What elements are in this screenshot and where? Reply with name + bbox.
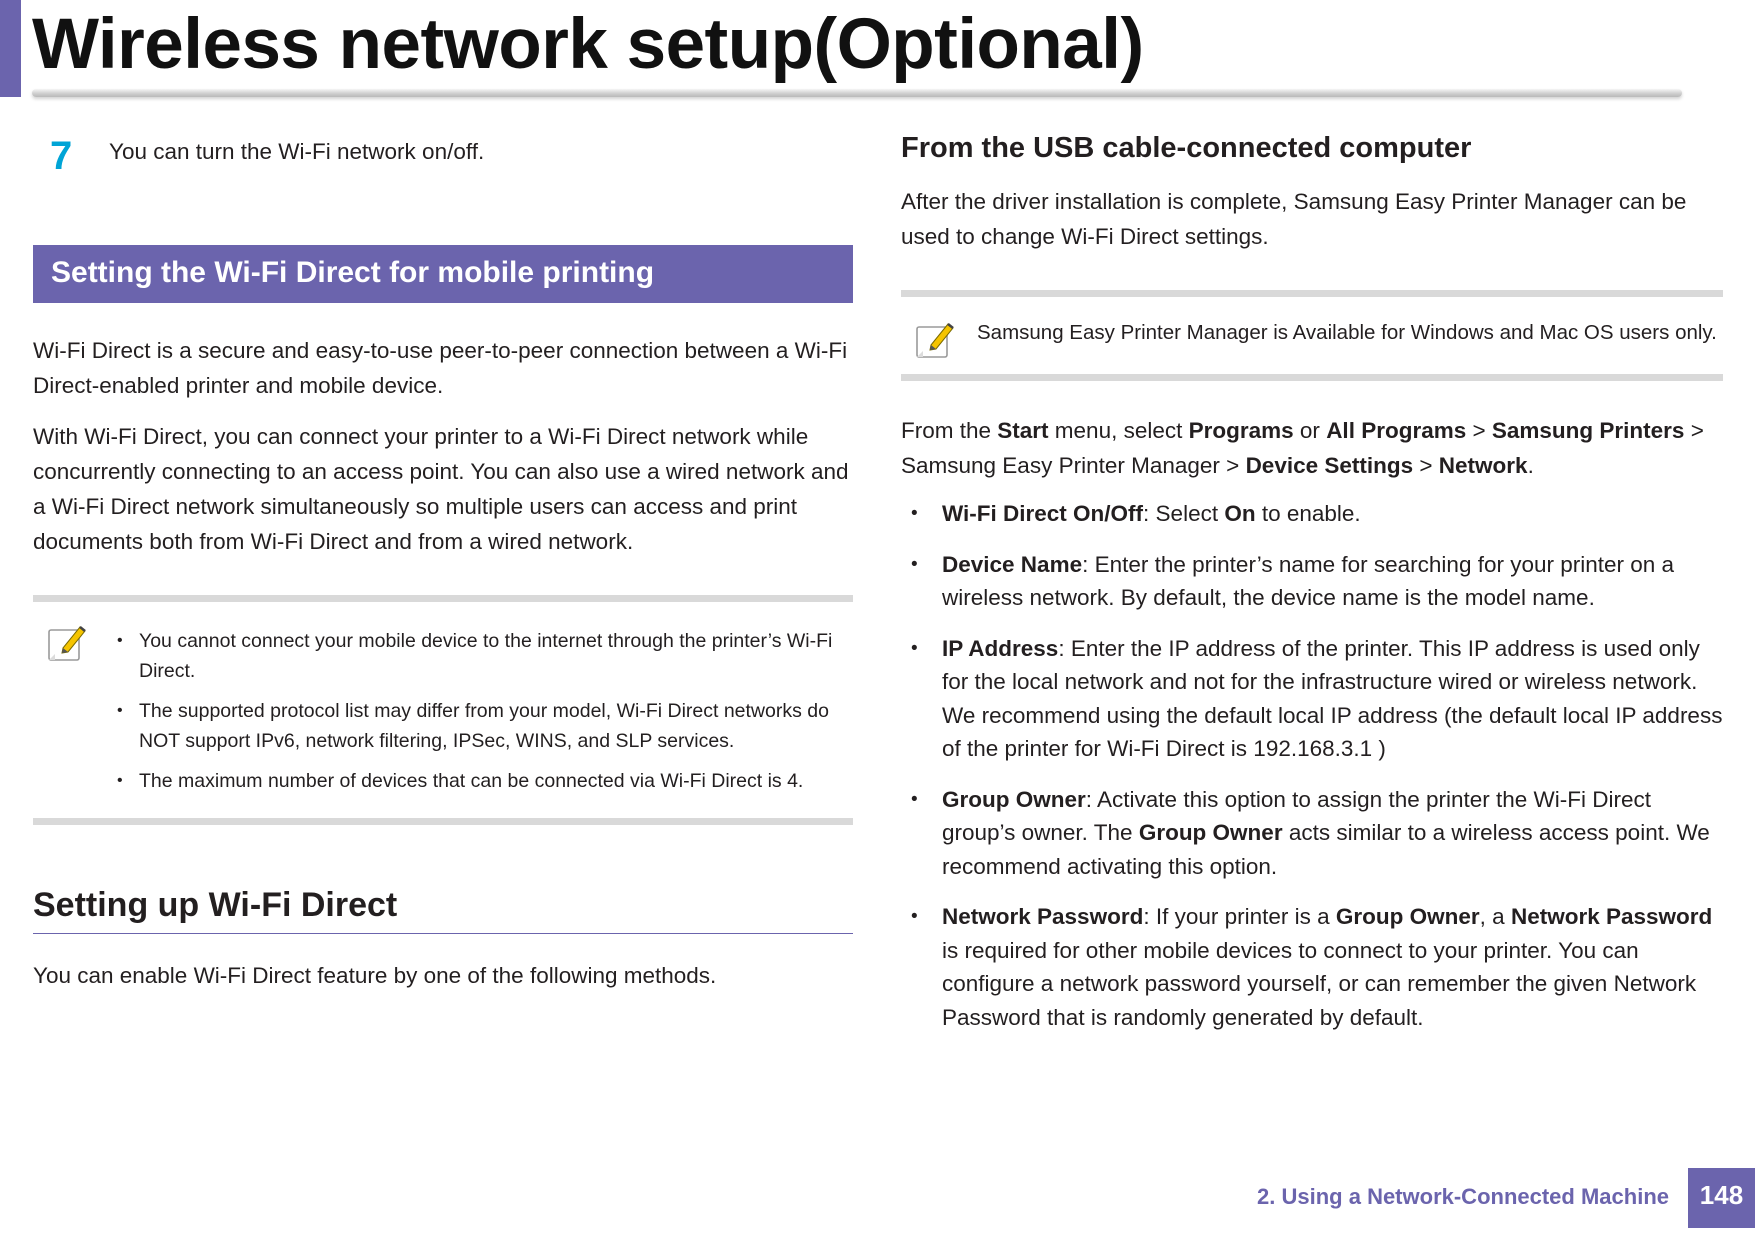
header-accent-tab xyxy=(0,0,21,97)
bullet-dot-icon: • xyxy=(911,637,918,659)
bullet-dot-icon: • xyxy=(911,906,918,927)
note-item: • The maximum number of devices that can be connected via Wi-Fi Direct is 4. xyxy=(139,766,853,796)
note-box xyxy=(33,595,853,825)
setup-intro: You can enable Wi-Fi Direct feature by one of the following methods. xyxy=(33,963,717,988)
left-column xyxy=(33,130,853,993)
wifi-direct-intro: Wi-Fi Direct is a secure and easy-to-use peer-to-peer connection between a Wi-Fi Direct-enabled printer and mobile device. xyxy=(33,338,848,398)
step-text: You can turn the Wi-Fi network on/off. xyxy=(109,139,485,164)
page-number: 148 xyxy=(1688,1168,1755,1228)
bullet-dot-icon: • xyxy=(117,632,123,649)
bullet-dot-icon: • xyxy=(117,772,123,789)
subsection-title-usb: From the USB cable-connected computer xyxy=(901,132,1472,164)
list-item-ip-address: • IP Address: Enter the IP address of the printer. This IP address is used only for the local network and not for the infrastructure wired or wireless network. We recommend using the default local IP address (the default local IP address of the printer for Wi-Fi Direct is 192.168.3.1 ) xyxy=(901,632,1723,766)
note-item: • The supported protocol list may differ from your model, Wi-Fi Direct networks do NOT support IPv6, network filtering, IPSec, WINS, and SLP services. xyxy=(139,696,853,756)
bullet-dot-icon: • xyxy=(911,503,918,524)
section-title-setup: Setting up Wi-Fi Direct xyxy=(33,883,853,934)
list-item-device-name: • Device Name: Enter the printer’s name for searching for your printer on a wireless network. By default, the device name is the model name. xyxy=(901,548,1723,615)
note-text: Samsung Easy Printer Manager is Available for Windows and Mac OS users only. xyxy=(977,321,1717,344)
note-box-sepm xyxy=(901,290,1723,381)
menu-path: From the Start menu, select Programs or All Programs > Samsung Printers > Samsung Easy Printer Manager > Device Settings > Network. xyxy=(901,418,1704,478)
step-7 xyxy=(33,130,853,180)
list-item-network-password: • Network Password: If your printer is a Group Owner, a Network Password is required for other mobile devices to connect to your printer. You can configure a network password yourself, or can remember the given Network Password that is randomly generated by default. xyxy=(901,900,1723,1034)
page-title: Wireless network setup(Optional) xyxy=(32,5,1144,84)
settings-list xyxy=(901,497,1723,1034)
section-band-wifi-direct: Setting the Wi-Fi Direct for mobile printing xyxy=(33,245,853,303)
bullet-dot-icon: • xyxy=(117,702,123,719)
title-underline xyxy=(32,89,1682,97)
bullet-dot-icon: • xyxy=(911,553,918,575)
footer-chapter: 2. Using a Network-Connected Machine xyxy=(1257,1184,1669,1209)
bullet-dot-icon: • xyxy=(911,788,918,810)
note-list xyxy=(117,626,853,796)
wifi-direct-description: With Wi-Fi Direct, you can connect your printer to a Wi-Fi Direct network while concurrently connecting to an access point. You can also use a wired network and a Wi-Fi Direct network simultaneously so multiple users can access and print documents both from Wi-Fi Direct and from a wired network. xyxy=(33,424,849,554)
note-item: • You cannot connect your mobile device to the internet through the printer’s Wi-Fi Direct. xyxy=(139,626,853,686)
pencil-note-icon xyxy=(47,622,87,664)
right-column xyxy=(901,130,1723,1051)
list-item-group-owner: • Group Owner: Activate this option to assign the printer the Wi-Fi Direct group’s owner. The Group Owner acts similar to a wireless access point. We recommend activating this option. xyxy=(901,783,1723,884)
pencil-note-icon xyxy=(915,319,955,361)
step-number: 7 xyxy=(50,134,73,178)
usb-intro: After the driver installation is complete, Samsung Easy Printer Manager can be used to change Wi-Fi Direct settings. xyxy=(901,189,1687,249)
list-item-wifi-direct-onoff: • Wi-Fi Direct On/Off: Select On to enable. xyxy=(901,497,1723,531)
